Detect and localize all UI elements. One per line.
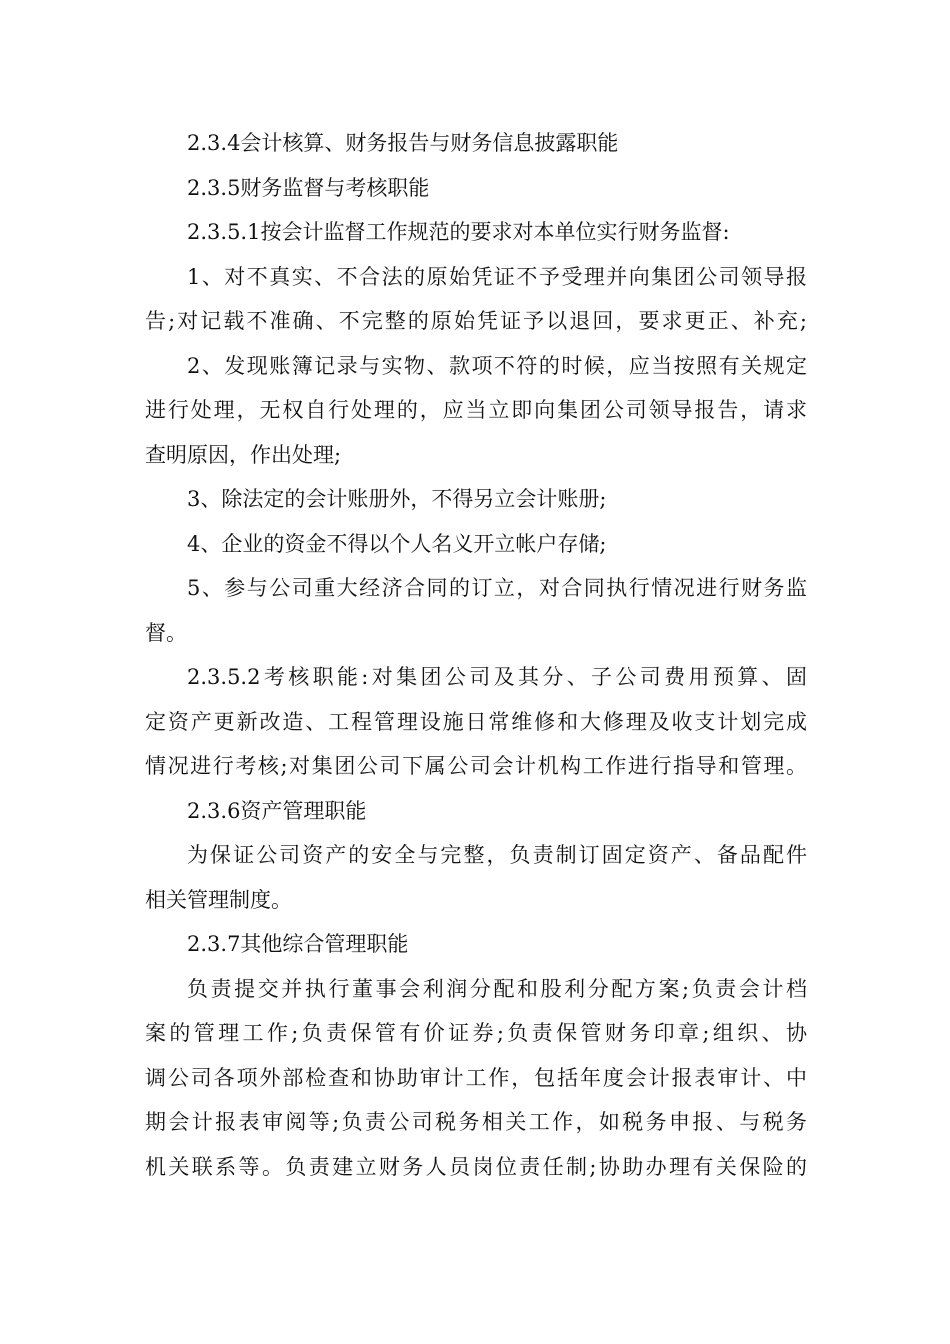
paragraph-line: 情况进行考核;对集团公司下属公司会计机构工作进行指导和管理。 xyxy=(145,754,807,778)
heading-2-3-7: 2.3.7其他综合管理职能 xyxy=(187,932,409,956)
paragraph-line: 相关管理制度。 xyxy=(145,887,292,912)
paragraph-line: 2、发现账簿记录与实物、款项不符的时候，应当按照有关规定 xyxy=(187,353,807,378)
heading-2-3-5: 2.3.5财务监督与考核职能 xyxy=(187,175,430,200)
paragraph-line: 机关联系等。负责建立财务人员岗位责任制;协助办理有关保险的 xyxy=(145,1154,807,1179)
paragraph-line: 3、除法定的会计账册外，不得另立会计账册; xyxy=(187,487,607,511)
paragraph-line: 5、参与公司重大经济合同的订立，对合同执行情况进行财务监 xyxy=(187,576,807,600)
paragraph-line: 案的管理工作;负责保管有价证券;负责保管财务印章;组织、协 xyxy=(145,1021,807,1045)
heading-2-3-6: 2.3.6资产管理职能 xyxy=(187,798,367,823)
paragraph-line: 期会计报表审阅等;负责公司税务相关工作，如税务申报、与税务 xyxy=(145,1110,807,1134)
heading-2-3-4: 2.3.4会计核算、财务报告与财务信息披露职能 xyxy=(187,131,619,155)
paragraph-line: 1、对不真实、不合法的原始凭证不予受理并向集团公司领导报 xyxy=(187,264,807,289)
paragraph-line: 调公司各项外部检查和协助审计工作，包括年度会计报表审计、中 xyxy=(145,1065,807,1090)
paragraph-line: 告;对记载不准确、不完整的原始凭证予以退回，要求更正、补充; xyxy=(145,309,807,333)
paragraph-line: 督。 xyxy=(145,620,187,645)
paragraph-line: 为保证公司资产的安全与完整，负责制订固定资产、备品配件 xyxy=(187,843,807,867)
paragraph-line: 负责提交并执行董事会利润分配和股利分配方案;负责会计档 xyxy=(187,976,807,1001)
heading-2-3-5-2: 2.3.5.2考核职能:对集团公司及其分、子公司费用预算、固 xyxy=(187,665,807,689)
paragraph-line: 进行处理，无权自行处理的，应当立即向集团公司领导报告，请求 xyxy=(145,398,807,422)
paragraph-line: 查明原因，作出处理; xyxy=(145,442,342,467)
paragraph-line: 定资产更新改造、工程管理设施日常维修和大修理及收支计划完成 xyxy=(145,709,807,734)
document-body xyxy=(145,121,807,1189)
paragraph-line: 4、企业的资金不得以个人名义开立帐户存储; xyxy=(187,531,607,556)
heading-2-3-5-1: 2.3.5.1按会计监督工作规范的要求对本单位实行财务监督: xyxy=(187,220,730,244)
